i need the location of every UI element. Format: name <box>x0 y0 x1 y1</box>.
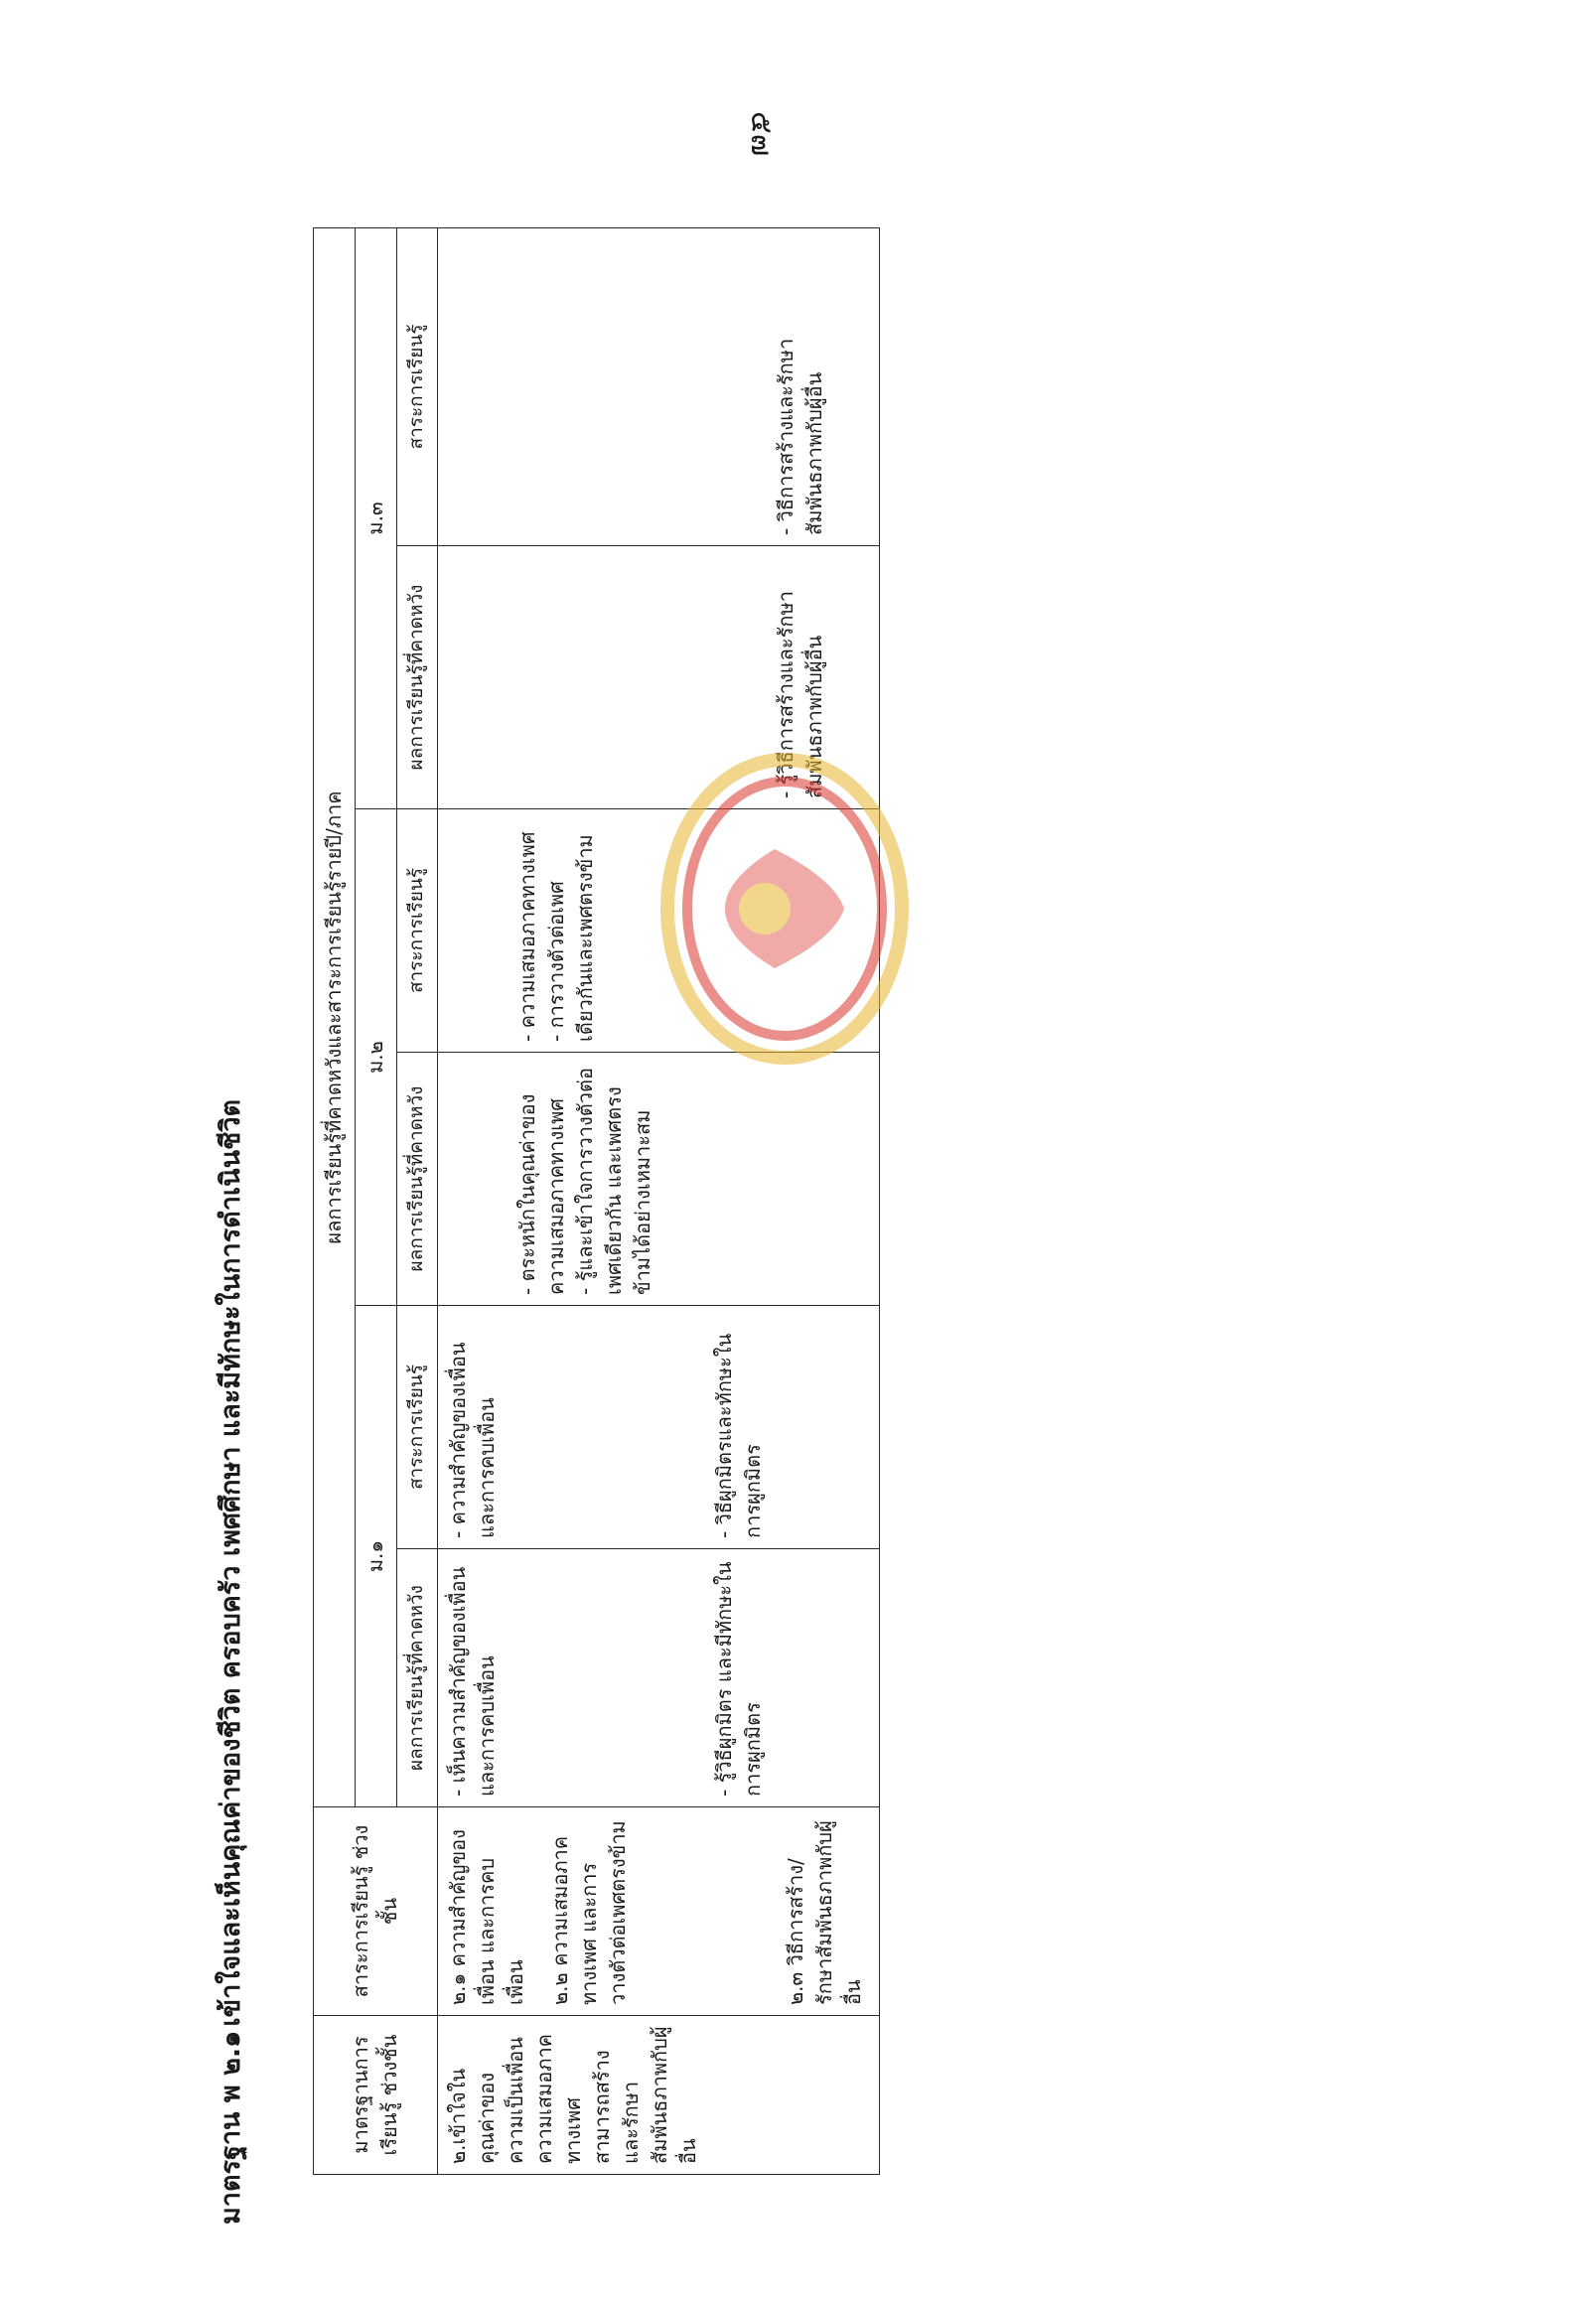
content-item-1: ๒.๑ ความสำคัญของเพื่อน และการคบเพื่อน <box>445 1829 527 2005</box>
m3-content-1: - วิธีการสร้างและรักษาสัมพันธภาพกับผู้อื่น <box>773 338 826 535</box>
cell-content <box>437 1807 879 2016</box>
header-grade-2: ม.๒ <box>356 809 397 1306</box>
m2-outcome-1: - ตระหนักในคุณค่าของความเสมอภาคทางเพศ <box>514 1093 568 1295</box>
header-row-1 <box>314 227 356 2174</box>
standard-headline <box>209 179 251 2225</box>
cell-m1-content <box>437 1306 879 1549</box>
header-expected-group: ผลการเรียนรู้ที่คาดหวังและสาระการเรียนรู้รายปี/ภาค <box>314 227 356 1806</box>
standard-code: มาตรฐาน พ ๒.๑ <box>216 2030 246 2225</box>
m3-outcome-1: - รู้วิธีการสร้างและรักษาสัมพันธภาพกับผู้อื่น <box>773 591 826 798</box>
table-row <box>437 227 879 2174</box>
cell-m3-content <box>437 227 879 545</box>
m1-content-2: - วิธีผูกมิตรและทักษะในการผูกมิตร <box>711 1333 765 1538</box>
header-grade-3: ม.๓ <box>356 227 397 808</box>
header-m2-outcome: ผลการเรียนรู้ที่คาดหวัง <box>397 1053 438 1306</box>
cell-standard <box>437 2016 879 2175</box>
cell-m2-content <box>437 809 879 1053</box>
cell-m1-outcome <box>437 1549 879 1807</box>
content-item-3: ๒.๓ วิธีการสร้าง/รักษาสัมพันธภาพกับผู้อื่น <box>783 1820 865 2005</box>
header-standard: มาตรฐานการเรียนรู้ ช่วงชั้น <box>314 2016 438 2175</box>
m2-content-1: - ความเสมอภาคทางเพศ <box>514 831 539 1042</box>
standard-text: ๒.เข้าใจในคุณค่าของความเป็นเพื่อน ความเสมอภาคทางเพศ สามารถสร้างและรักษาสัมพันธภาพกับผู้อื่น <box>445 2026 700 2164</box>
learning-standards-table <box>313 227 880 2175</box>
header-grade-1: ม.๑ <box>356 1306 397 1807</box>
m2-outcome-2: - รู้และเข้าใจการวางตัวต่อเพศเดียวกัน และเพศตรงข้ามได้อย่างเหมาะสม <box>572 1068 654 1295</box>
header-m2-content: สาระการเรียนรู้ <box>397 809 438 1053</box>
m1-outcome-2: - รู้วิธีผูกมิตร และมีทักษะในการผูกมิตร <box>711 1561 765 1797</box>
content-item-2: ๒.๒ ความเสมอภาคทางเพศ และการวางตัวต่อเพศตรงข้าม <box>547 1820 630 2005</box>
header-m1-outcome: ผลการเรียนรู้ที่คาดหวัง <box>397 1549 438 1807</box>
page-number: ๕๗ <box>744 111 779 157</box>
standard-title: เข้าใจและเห็นคุณค่าของชีวิต ครอบครัว เพศศึกษา และมีทักษะในการดำเนินชีวิต <box>216 1098 246 2027</box>
header-m3-outcome: ผลการเรียนรู้ที่คาดหวัง <box>397 546 438 809</box>
cell-m2-outcome <box>437 1053 879 1306</box>
m1-content-1: - ความสำคัญของเพื่อน และการคบเพื่อน <box>445 1342 499 1538</box>
m2-content-2: - การวางตัวต่อเพศเดียวกันและเพศตรงข้าม <box>543 834 597 1042</box>
landscape-content <box>0 179 993 2225</box>
cell-m3-outcome <box>437 546 879 809</box>
header-content: สาระการเรียนรู้ ช่วงชั้น <box>314 1807 438 2016</box>
header-m3-content: สาระการเรียนรู้ <box>397 227 438 545</box>
m1-outcome-1: - เห็นความสำคัญของเพื่อน และการคบเพื่อน <box>445 1566 499 1797</box>
header-m1-content: สาระการเรียนรู้ <box>397 1306 438 1549</box>
